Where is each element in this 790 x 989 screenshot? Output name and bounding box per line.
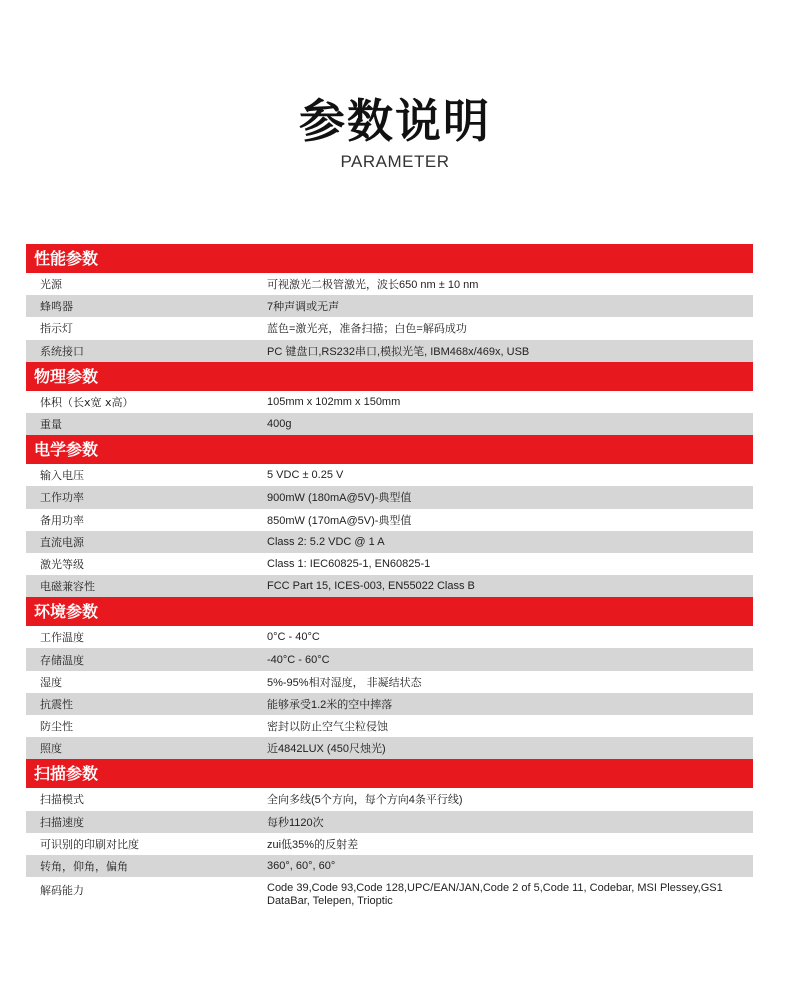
spec-label: 工作温度 [40,631,84,645]
spec-row [26,553,753,575]
spec-value: Class 1: IEC60825-1, EN60825-1 [267,557,431,570]
spec-row [26,833,753,855]
spec-value: 蓝色=激光亮，准备扫描；白色=解码成功 [267,323,467,336]
spec-value: 能够承受1.2米的空中摔落 [267,698,393,711]
spec-label: 激光等级 [40,557,84,571]
spec-label: 扫描模式 [40,793,84,807]
spec-value: 400g [267,418,292,431]
spec-value: 每秒1120次 [267,816,324,829]
spec-label: 转角，仰角，偏角 [40,860,128,874]
spec-row [26,788,753,810]
spec-row [26,391,753,413]
spec-value: 850mW (170mA@5V)-典型值 [267,514,412,527]
spec-row [26,626,753,648]
spec-value: 360°, 60°, 60° [267,860,336,873]
spec-value: 全向多线(5个方向，每个方向4条平行线) [267,794,463,807]
spec-label: 解码能力 [40,884,84,898]
spec-row [26,855,753,877]
section-header-performance: 性能参数 [26,244,753,273]
section-header-scanning: 扫描参数 [26,759,753,788]
spec-row [26,671,753,693]
spec-value: Code 39,Code 93,Code 128,UPC/EAN/JAN,Code 2 of 5,Code 11, Codebar, MSI Plessey,GS1 DataBar, Telepen, Trioptic [267,882,723,908]
spec-row [26,811,753,833]
spec-value: 密封以防止空气尘粒侵蚀 [267,721,388,734]
spec-row [26,317,753,339]
spec-row [26,486,753,508]
section-header-physical: 物理参数 [26,362,753,391]
spec-value: FCC Part 15, ICES-003, EN55022 Class B [267,580,475,593]
spec-row [26,575,753,597]
spec-row [26,413,753,435]
spec-label: 备用功率 [40,513,84,527]
spec-value: 5%-95%相对湿度， 非凝结状态 [267,676,422,689]
spec-value: Class 2: 5.2 VDC @ 1 A [267,535,385,548]
spec-label: 系统接口 [40,344,84,358]
spec-label: 光源 [40,278,62,292]
spec-label: 直流电源 [40,535,84,549]
spec-row [26,693,753,715]
spec-row [26,877,753,911]
page-subtitle: PARAMETER [340,152,450,171]
spec-value: zui低35%的反射差 [267,838,359,851]
spec-row [26,273,753,295]
spec-label: 蜂鸣器 [40,300,73,314]
spec-label: 工作功率 [40,491,84,505]
spec-row [26,648,753,670]
section-header-electrical: 电学参数 [26,435,753,464]
spec-label: 防尘性 [40,720,73,734]
spec-value: 近4842LUX (450尺烛光) [267,743,386,756]
spec-label: 可识别的印刷对比度 [40,837,139,851]
spec-label: 湿度 [40,675,62,689]
spec-value: 0°C - 40°C [267,631,320,644]
spec-label: 抗震性 [40,697,73,711]
spec-row [26,340,753,362]
spec-value: PC 键盘口,RS232串口,模拟光笔, IBM468x/469x, USB [267,345,530,358]
spec-row [26,531,753,553]
spec-row [26,509,753,531]
page-title: 参数说明 [299,94,491,148]
spec-row [26,295,753,317]
spec-row [26,737,753,759]
section-header-environmental: 环境参数 [26,597,753,626]
spec-table [26,244,753,911]
spec-value: -40°C - 60°C [267,653,330,666]
spec-label: 重量 [40,418,62,432]
spec-label: 照度 [40,742,62,756]
spec-label: 存储温度 [40,653,84,667]
spec-value: 7种声调或无声 [267,301,340,314]
spec-label: 输入电压 [40,469,84,483]
spec-value: 900mW (180mA@5V)-典型值 [267,492,412,505]
spec-label: 体积（长x宽 x高） [40,395,134,409]
spec-value: 5 VDC ± 0.25 V [267,469,344,482]
spec-label: 扫描速度 [40,815,84,829]
spec-label: 指示灯 [40,322,73,336]
spec-row [26,464,753,486]
spec-row [26,715,753,737]
spec-value: 可视激光二极管激光，波长650 nm ± 10 nm [267,279,479,292]
spec-value: 105mm x 102mm x 150mm [267,395,401,408]
spec-label: 电磁兼容性 [40,580,95,594]
